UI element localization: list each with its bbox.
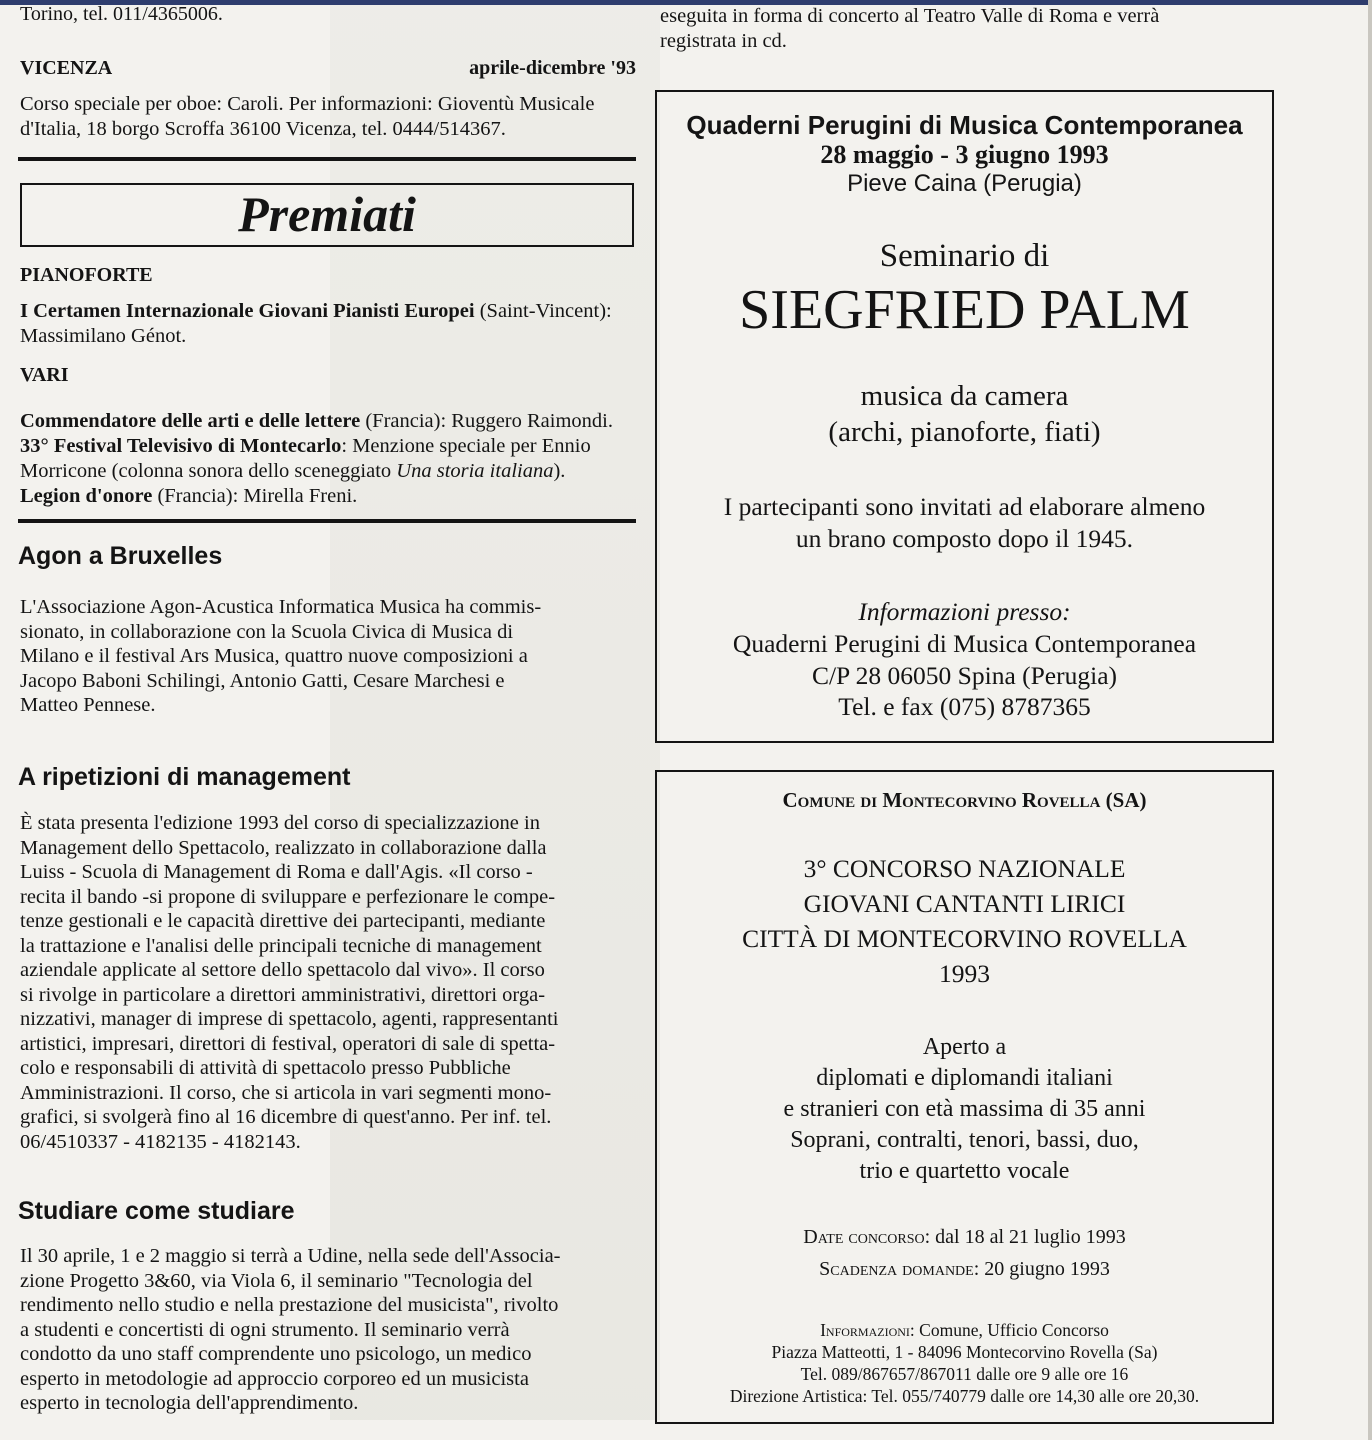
text-line: eseguita in forma di concerto al Teatro Valle di Roma e verrà [660, 5, 1160, 27]
ad-title-line: GIOVANI CANTANTI LIRICI [803, 889, 1126, 918]
section-rule [18, 519, 636, 523]
ad-date-label: Date concorso: [803, 1226, 931, 1248]
award-detail: ). [553, 460, 566, 482]
section-title: Agon a Bruxelles [18, 542, 223, 570]
ad-open-to: Soprani, contralti, tenori, bassi, duo, [790, 1127, 1139, 1153]
ad-date-value: dal 18 al 21 luglio 1993 [930, 1226, 1126, 1248]
section-body [20, 595, 634, 718]
ad-title-line: CITTÀ DI MONTECORVINO ROVELLA [742, 924, 1187, 953]
ad-contact: Quaderni Perugini di Musica Contemporanea [732, 629, 1197, 658]
ad-headline: SIEGFRIED PALM [739, 279, 1190, 341]
text-line: Jacopo Baboni Schilingi, Antonio Gatti, Cesare Marchesi e [20, 669, 505, 692]
text-line: la trattazione e l'analisi delle principali tecniche di management [20, 934, 542, 957]
ad-invite: un brano composto dopo il 1945. [795, 524, 1134, 553]
section-title: Studiare come studiare [18, 1197, 295, 1225]
ad-seminar-label: Seminario di [879, 238, 1050, 274]
ad-direction: Direzione Artistica: Tel. 055/740779 dalle ore 14,30 alle ore 20,30. [729, 1386, 1200, 1406]
ad-info-value: Comune, Ufficio Concorso [914, 1320, 1109, 1340]
text-line: recita il bando -si propone di sviluppare e perfezionare le compe- [20, 885, 556, 908]
ad-deadline-line [657, 1258, 1272, 1281]
text-line: 06/4510337 - 4182135 - 4182143. [20, 1130, 301, 1153]
text-line: tenze gestionali e le capacità direttive dei partecipanti, mediante [20, 910, 546, 932]
ad-phone: Tel. 089/867657/867011 dalle ore 9 alle ore 16 [800, 1364, 1129, 1384]
category-vari: VARI [20, 364, 69, 386]
ad-contact: Tel. e fax (075) 8787365 [838, 692, 1091, 721]
award-detail: (Saint-Vincent): [474, 300, 612, 322]
text-line: registrata in cd. [660, 30, 787, 52]
text-line: grafici, si svolgerà fino al 16 dicembre di quest'anno. Per inf. tel. [20, 1106, 552, 1128]
text-line: Amministrazioni. Il corso, che si articola in vari segmenti mono- [20, 1081, 552, 1104]
section-body [20, 1244, 634, 1416]
continued-text [660, 4, 1270, 54]
premiati-title: Premiati [238, 186, 416, 242]
category-pianoforte: PIANOFORTE [20, 264, 153, 286]
listing-date: aprile-dicembre '93 [469, 57, 636, 79]
premiati-title-box [20, 183, 634, 247]
ad-open-to: diplomati e diplomandi italiani [816, 1065, 1113, 1091]
text-line: sionato, in collaborazione con la Scuola Civica di Musica di [20, 620, 514, 643]
text-line: È stata presenta l'edizione 1993 del corso di specializzazione in [20, 812, 540, 834]
ad-invite: I partecipanti sono invitati ad elaborare almeno [723, 492, 1206, 521]
text-line: artistici, impresari, direttori di festival, operatori di sale di spetta- [20, 1032, 556, 1055]
listing-text [20, 92, 636, 142]
ad-title-line: 3° CONCORSO NAZIONALE [803, 854, 1126, 883]
section-rule [18, 157, 636, 161]
award-detail-italic: Una storia italiana [396, 460, 554, 482]
text-line: esperto in metodologie ad approccio corporeo ed un musicista [20, 1367, 529, 1390]
text-line: Luiss - Scuola di Management di Roma e dall'Agis. «Il corso - [20, 861, 533, 883]
ad-open-to: Aperto a [922, 1034, 1007, 1060]
text-line: nizzativi, manager di imprese di spettacolo, agenti, rappresentanti [20, 1008, 559, 1030]
text-line: aziendale applicate al settore dello spettacolo dal vivo». Il corso [20, 959, 545, 981]
text-line: zione Progetto 3&60, via Viola 6, il seminario "Tecnologia del [20, 1269, 533, 1292]
ad-date-line [657, 1226, 1272, 1249]
text-line: a studenti e concertisti di ogni strumento. Il seminario verrà [20, 1318, 510, 1341]
ad-organizer: Quaderni Perugini di Musica Contemporanea [686, 110, 1243, 140]
text-line: Milano e il festival Ars Musica, quattro nuove composizioni a [20, 645, 528, 667]
ad-info-label: Informazioni: [820, 1320, 915, 1340]
text-line: Corso speciale per oboe: Caroli. Per informazioni: Gioventù Musicale [20, 93, 595, 115]
award-name: Legion d'onore [20, 485, 153, 507]
text-line: Management dello Spettacolo, realizzato in collaborazione dalla [20, 836, 547, 859]
text-line: condotto da uno staff comprendente uno psicologo, un medico [20, 1343, 532, 1365]
ad-contact: C/P 28 06050 Spina (Perugia) [811, 661, 1118, 690]
ad-title-year: 1993 [939, 959, 990, 988]
ad-place: Pieve Caina (Perugia) [847, 170, 1082, 197]
cut-top-line: Torino, tel. 011/4365006. [20, 3, 223, 25]
award-pianoforte [20, 299, 636, 349]
award-detail: : Menzione speciale per Ennio [341, 435, 591, 457]
award-list-vari [20, 409, 636, 509]
ad-open-to: e stranieri con età massima di 35 anni [783, 1096, 1146, 1122]
award-name: Commendatore delle arti e delle lettere [20, 410, 361, 432]
listing-header [20, 57, 636, 80]
section-title: A ripetizioni di management [18, 763, 351, 791]
listing-city: VICENZA [20, 57, 113, 79]
right-edge-line [1368, 0, 1372, 1440]
award-detail: (Francia): Mirella Freni. [152, 485, 358, 507]
text-line: L'Associazione Agon-Acustica Informatica Musica ha commis- [20, 596, 542, 618]
text-line: esperto in tecnologia dell'apprendimento. [20, 1392, 359, 1414]
ad-deadline-value: 20 giugno 1993 [979, 1258, 1110, 1280]
ad-subtitle: musica da camera [860, 380, 1069, 412]
ad-siegfried-palm [655, 90, 1274, 743]
ad-subtitle: (archi, pianoforte, fiati) [828, 416, 1101, 448]
ad-info-label: Informazioni presso: [858, 597, 1071, 626]
text-line: Matteo Pennese. [20, 694, 156, 716]
text-line: rendimento nello studio e nella prestazione del musicista", rivolto [20, 1294, 559, 1316]
award-detail: (Francia): Ruggero Raimondi. [360, 410, 613, 432]
ad-dates: 28 maggio - 3 giugno 1993 [820, 140, 1109, 169]
award-winner: Massimilano Génot. [20, 325, 187, 347]
ad-concorso [655, 770, 1274, 1424]
award-detail: Morricone (colonna sonora dello sceneggiato [20, 460, 397, 482]
text-line: Il 30 aprile, 1 e 2 maggio si terrà a Udine, nella sede dell'Associa- [20, 1245, 561, 1267]
ad-address: Piazza Matteotti, 1 - 84096 Montecorvino Rovella (Sa) [771, 1342, 1158, 1362]
ad-deadline-label: Scadenza domande: [819, 1258, 980, 1280]
text-line: colo e responsabili di attività di spettacolo presso Pubbliche [20, 1057, 511, 1079]
text-line: si rivolge in particolare a direttori amministrativi, direttori orga- [20, 983, 546, 1006]
ad-comune: Comune di Montecorvino Rovella (SA) [782, 788, 1147, 812]
section-body [20, 811, 634, 1154]
award-name: I Certamen Internazionale Giovani Pianisti Europei [20, 300, 475, 322]
ad-info-line [657, 1320, 1272, 1341]
text-line: d'Italia, 18 borgo Scroffa 36100 Vicenza, tel. 0444/514367. [20, 118, 506, 140]
ad-open-to: trio e quartetto vocale [859, 1158, 1070, 1184]
award-name: 33° Festival Televisivo di Montecarlo [20, 435, 342, 457]
